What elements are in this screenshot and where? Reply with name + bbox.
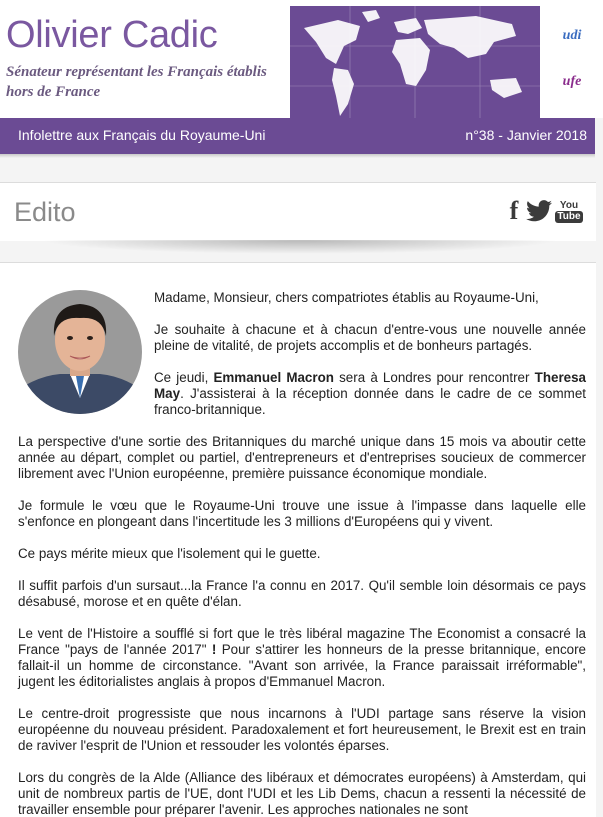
facebook-icon[interactable]: f xyxy=(509,196,519,225)
udi-logo[interactable] xyxy=(552,16,592,56)
p8-text-a: Le vent de l'Histoire a soufflé si fort que le très libéral magazine The Economist a consacré la France "pays de l'année 2017" xyxy=(18,626,586,657)
youtube-label-bottom: Tube xyxy=(557,210,581,222)
p8-exclamation: ! xyxy=(211,642,217,657)
newsletter-title: Infolettre aux Français du Royaume-Uni xyxy=(18,127,266,143)
issue-number: n°38 - Janvier 2018 xyxy=(465,127,587,143)
youtube-label-top: You xyxy=(559,199,579,211)
paragraph-france-2017: Il suffit parfois d'un sursaut...la France l'a connu en 2017. Qu'il semble loin désormais ce pays désabusé, morose et en quête d'élan. xyxy=(18,578,586,609)
p3-text-a: Ce jeudi, xyxy=(154,370,214,385)
world-map-graphic xyxy=(290,6,540,118)
paragraph-greeting: Madame, Monsieur, chers compatriotes établis au Royaume-Uni, xyxy=(154,290,539,305)
edito-shadow xyxy=(40,240,560,254)
paragraph-wish-uk: Je formule le vœu que le Royaume-Uni trouve une issue à l'impasse dans laquelle elle s'enfonce en plongeant dans l'incertitude les 3 millions d'Européens qui y vivent. xyxy=(18,498,586,529)
twitter-icon[interactable] xyxy=(526,200,552,222)
ufe-logo-text: ufe xyxy=(562,74,582,89)
edito-title: Edito xyxy=(14,197,76,227)
may-name: Theresa May xyxy=(154,370,586,401)
senator-photo xyxy=(18,290,142,414)
bar-shadow xyxy=(0,154,595,158)
p3-text-c: sera à Londres pour rencontrer xyxy=(333,370,535,385)
udi-logo-text: udi xyxy=(562,28,582,43)
social-links xyxy=(507,195,581,227)
p8-text-c: Pour s'attirer les honneurs de la presse britannique, encore fallait-il un homme de circonstance. "Avant son arrivée, la France paraissait irréformable", jugent les éditorialistes anglais à propos d'Emmanuel Macron. xyxy=(18,642,586,689)
p3-text-e: . J'assisterai à la réception donnée dans le cadre de ce sommet franco-britannique. xyxy=(154,386,586,417)
paragraph-brexit-outlook: La perspective d'une sortie des Britanniques du marché unique dans 15 mois va aboutir cette année au départ, complet ou partiel, d'entrepreneurs et d'entreprises soucieux de commercer librement avec l'Union européenne, première puissance économique mondiale. xyxy=(18,434,586,481)
paragraph-economist xyxy=(18,626,586,690)
ufe-logo[interactable] xyxy=(552,62,592,102)
newsletter-header xyxy=(0,0,603,118)
senator-name: Olivier Cadic xyxy=(6,14,218,56)
paragraph-isolation: Ce pays mérite mieux que l'isolement qui le guette. xyxy=(18,546,321,561)
newsletter-title-bar xyxy=(0,118,595,154)
paragraph-alde-congress: Lors du congrès de la Alde (Alliance des libéraux et démocrates européens) à Amsterdam, qui unit de nombreux partis de l'UE, dont l'UDI et les Lib Dems, chacun a ressenti la nécessité de travailler ensemble pour préparer l'avenir. Les approches nationales ne sont xyxy=(18,770,586,817)
edito-header xyxy=(0,182,596,241)
paragraph-macron-visit xyxy=(154,370,586,418)
edito-article xyxy=(0,262,596,817)
paragraph-udi-vision: Le centre-droit progressiste que nous incarnons à l'UDI partage sans réserve la vision européenne du nouveau président. Paradoxalement et fort heureusement, le Brexit est en train de raviver l'esprit de l'Union et ressouder les volontés éparses. xyxy=(18,706,586,753)
youtube-icon[interactable] xyxy=(557,196,581,226)
senator-subtitle: Sénateur représentant les Français établis hors de France xyxy=(6,64,267,100)
paragraph-wishes: Je souhaite à chacune et à chacun d'entre-vous une nouvelle année pleine de vitalité, de projets accomplis et de bonheurs partagés. xyxy=(154,322,586,353)
macron-name: Emmanuel Macron xyxy=(213,370,334,385)
